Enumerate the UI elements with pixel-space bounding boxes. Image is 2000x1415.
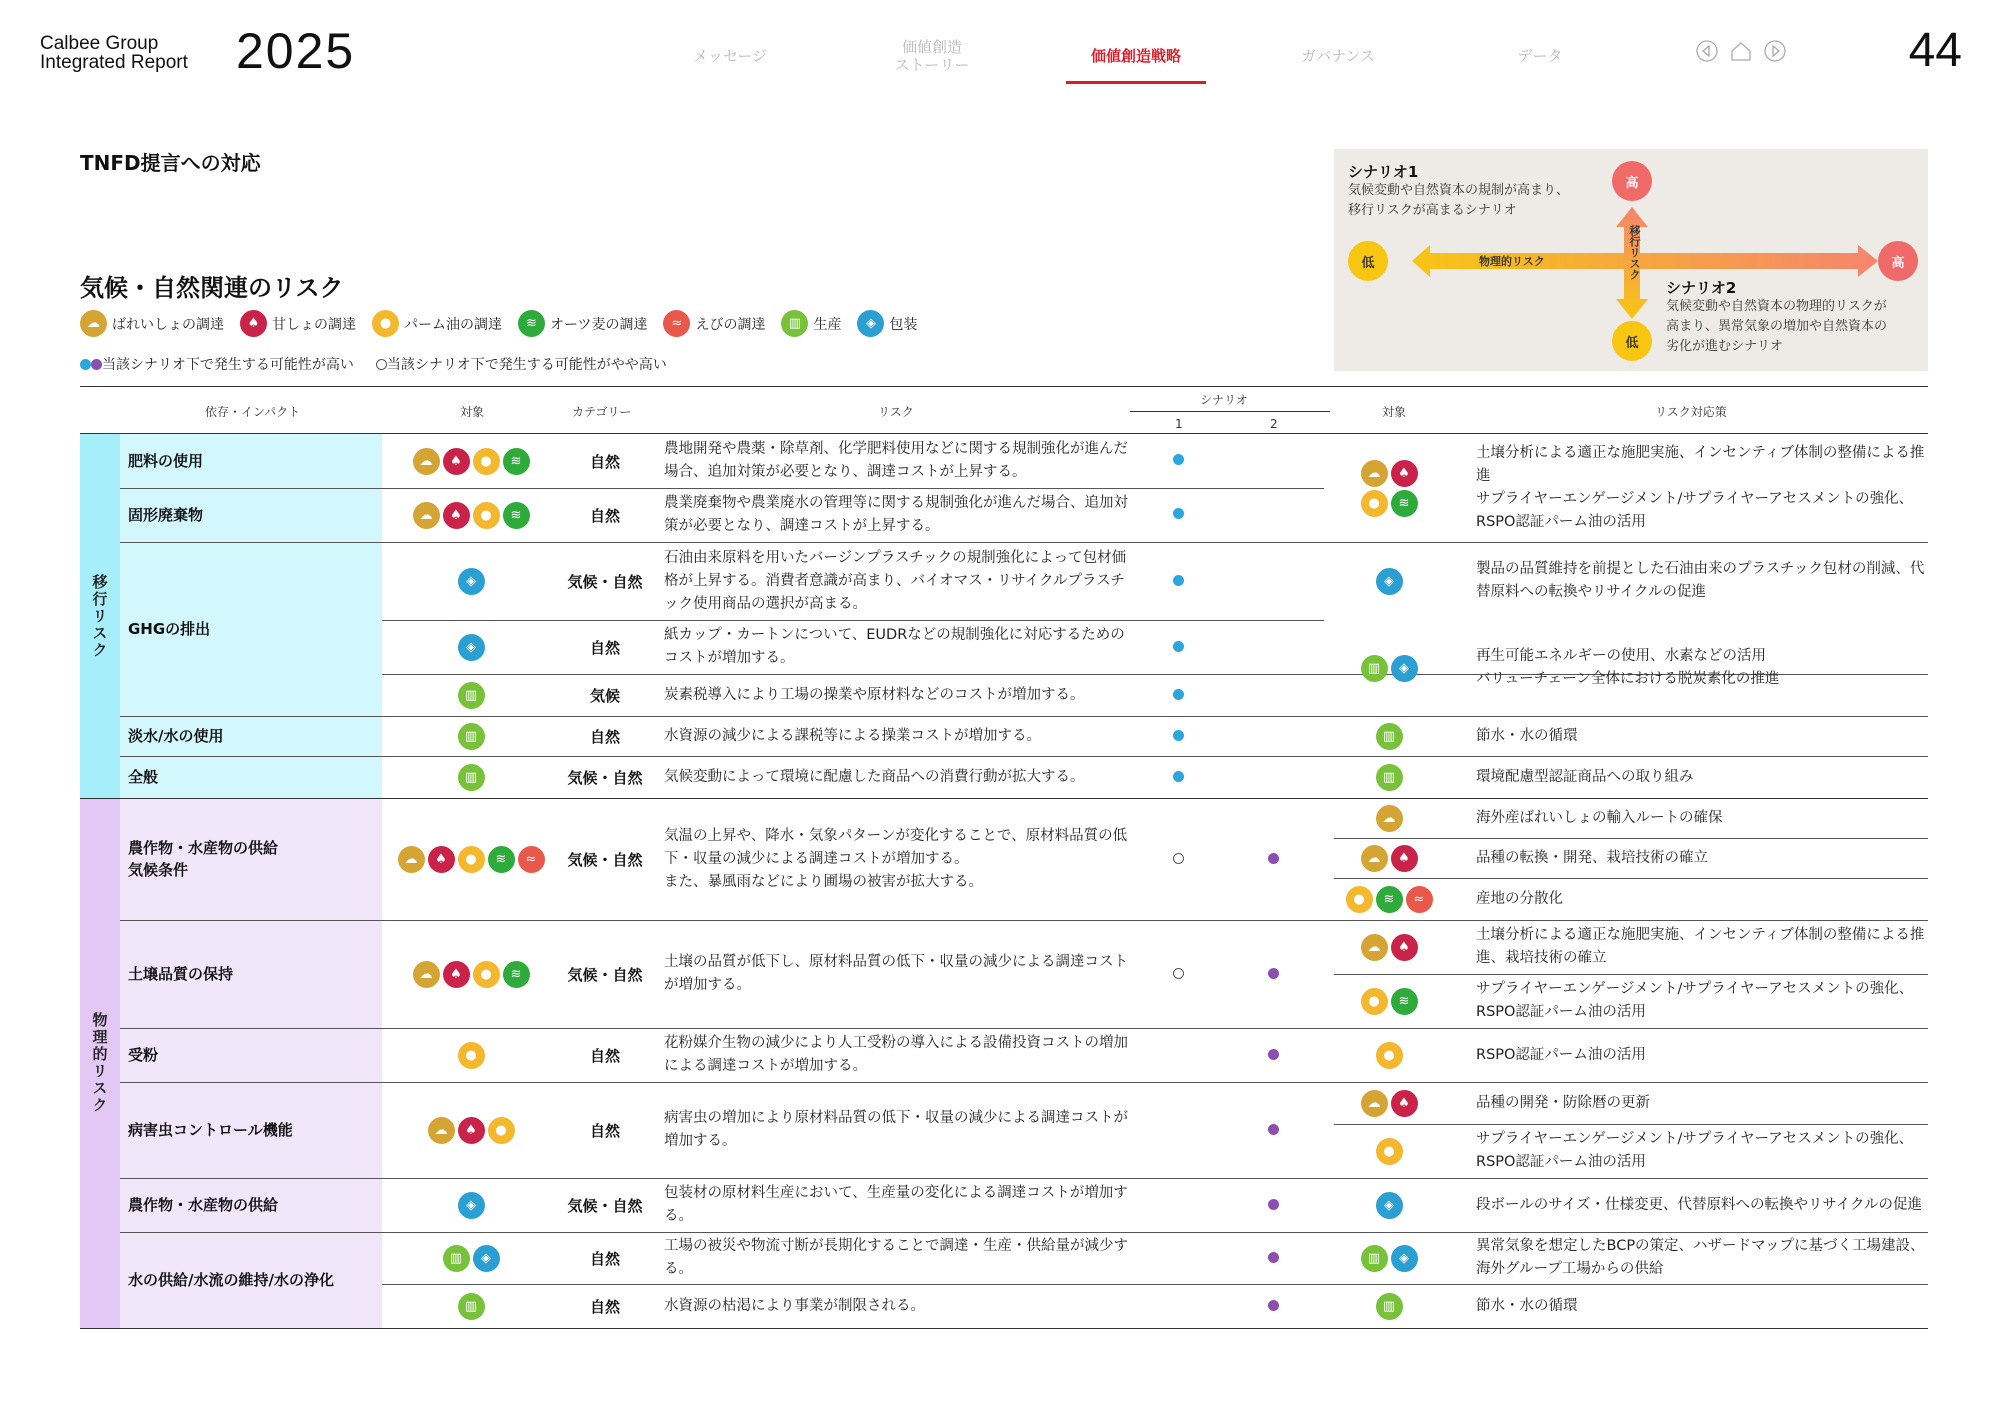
nav-label: ガバナンス xyxy=(1301,47,1375,65)
sweet-potato-icon: ♠ xyxy=(443,448,470,475)
potato-icon: ☁ xyxy=(1376,805,1403,832)
transition-high-circle: 高 xyxy=(1612,161,1652,201)
col-s1: 1 xyxy=(1175,417,1183,431)
legend-item xyxy=(663,310,765,337)
potato-icon: ☁ xyxy=(413,961,440,988)
legend-high-label: 当該シナリオ下で発生する可能性が高い xyxy=(102,357,354,373)
factory-icon: ▥ xyxy=(458,764,485,791)
scenario1-dot-icon xyxy=(80,359,91,370)
scenario1-title: シナリオ1 xyxy=(1348,163,1419,181)
legend-label: パーム油の調達 xyxy=(404,316,502,333)
col-dependency: 依存・インパクト xyxy=(205,405,301,419)
hollow-dot-icon xyxy=(376,359,387,370)
legend-somewhat-label: 当該シナリオ下で発生する可能性がやや高い xyxy=(386,357,667,373)
package-icon: ◈ xyxy=(1376,1192,1403,1219)
table-bottom xyxy=(80,1328,1928,1329)
response-cell: 節水・水の循環 xyxy=(1476,1297,1578,1314)
table-header xyxy=(80,386,1928,434)
s1-dot xyxy=(1173,771,1184,782)
palm-oil-icon: ● xyxy=(458,1042,485,1069)
palm-oil-icon: ● xyxy=(1361,490,1388,517)
potato-icon: ☁ xyxy=(80,310,107,337)
s1-dot xyxy=(1173,689,1184,700)
palm-oil-icon: ● xyxy=(1376,1138,1403,1165)
oats-icon: ≋ xyxy=(503,961,530,988)
icon-legend xyxy=(80,310,933,337)
sweet-potato-icon: ♠ xyxy=(443,502,470,529)
target2-cell xyxy=(1334,1284,1444,1328)
target-cell xyxy=(382,1082,560,1178)
legend-item xyxy=(781,310,841,337)
target2-cell xyxy=(1334,1082,1444,1124)
target2-cell xyxy=(1334,756,1444,798)
col-target2: 対象 xyxy=(1382,405,1407,419)
palm-oil-icon: ● xyxy=(473,961,500,988)
target2-cell xyxy=(1334,1124,1444,1178)
risk-cell: 炭素税導入により工場の操業や原材料などのコストが増加する。 xyxy=(664,686,1085,703)
target2-cell xyxy=(1334,920,1444,974)
package-icon: ◈ xyxy=(458,1192,485,1219)
factory-icon: ▥ xyxy=(458,1293,485,1320)
target-cell xyxy=(382,1284,560,1328)
risk-cell: 工場の被災や物流寸断が長期化することで調達・生産・供給量が減少する。 xyxy=(664,1238,1128,1277)
nav-label: データ xyxy=(1517,47,1563,65)
scenario1-desc: 気候変動や自然資本の規制が高まり、 移行リスクが高まるシナリオ xyxy=(1348,183,1570,218)
package-icon: ◈ xyxy=(473,1245,500,1272)
dependency-cell: 肥料の使用 xyxy=(128,452,204,470)
factory-icon: ▥ xyxy=(1376,764,1403,791)
potato-icon: ☁ xyxy=(413,502,440,529)
response-cell: 産地の分散化 xyxy=(1476,890,1563,907)
s1-dot xyxy=(1173,730,1184,741)
dependency-cell: 土壌品質の保持 xyxy=(128,965,234,983)
category-cell: 自然 xyxy=(589,1046,620,1065)
potato-icon: ☁ xyxy=(1361,934,1388,961)
potato-icon: ☁ xyxy=(1361,460,1388,487)
nav-value-story[interactable] xyxy=(862,30,1002,82)
sweet-potato-icon: ♠ xyxy=(443,961,470,988)
physical-risk-band: 物理的リスク xyxy=(90,1012,109,1114)
s2-dot xyxy=(1268,1252,1279,1263)
target2-cell xyxy=(1334,1178,1444,1232)
sweet-potato-icon: ♠ xyxy=(1391,845,1418,872)
target-cell xyxy=(382,542,560,620)
risk-cell: 土壌の品質が低下し、原材料品質の低下・収量の減少による調達コストが増加する。 xyxy=(664,954,1128,993)
target2-cell xyxy=(1334,542,1444,620)
physical-high-circle: 高 xyxy=(1878,241,1918,281)
palm-oil-icon: ● xyxy=(488,1117,515,1144)
home-icon[interactable] xyxy=(1730,40,1752,62)
shrimp-icon: ≈ xyxy=(663,310,690,337)
response-cell: 海外産ばれいしょの輸入ルートの確保 xyxy=(1476,809,1723,826)
target2-cell xyxy=(1334,878,1444,920)
risk-cell: 農業廃棄物や農業廃水の管理等に関する規制強化が進んだ場合、追加対策が必要となり、調達コストが上昇する。 xyxy=(664,495,1128,534)
dependency-cell: 全般 xyxy=(128,768,159,786)
response-cell: 土壌分析による適正な施肥実施、インセンティブ体制の整備による推進 サプライヤーエンゲージメント/サプライヤーアセスメントの強化、RSPO認証パーム油の活用 xyxy=(1476,445,1925,530)
nav-message[interactable] xyxy=(660,30,800,82)
factory-icon: ▥ xyxy=(1361,655,1388,682)
potato-icon: ☁ xyxy=(428,1117,455,1144)
category-cell: 自然 xyxy=(589,452,620,471)
palm-oil-icon: ● xyxy=(1346,886,1373,913)
page-number: 44 xyxy=(1908,24,1962,77)
dependency-cell: 病害虫コントロール機能 xyxy=(128,1121,293,1139)
shrimp-icon: ≈ xyxy=(1406,886,1433,913)
col-response: リスク対応策 xyxy=(1655,405,1727,419)
legend-label: ばれいしょの調達 xyxy=(112,316,224,333)
oats-icon: ≋ xyxy=(1391,490,1418,517)
risk-cell: 紙カップ・カートンについて、EUDRなどの規制強化に対応するためのコストが増加する。 xyxy=(664,627,1125,666)
palm-oil-icon: ● xyxy=(372,310,399,337)
s1-hollow-dot xyxy=(1173,853,1184,864)
legend-label: 包装 xyxy=(889,316,918,333)
target-cell xyxy=(382,434,560,488)
package-icon: ◈ xyxy=(857,310,884,337)
s1-hollow-dot xyxy=(1173,968,1184,979)
legend-item xyxy=(518,310,647,337)
target-cell xyxy=(382,674,560,716)
sweet-potato-icon: ♠ xyxy=(458,1117,485,1144)
s1-dot xyxy=(1173,641,1184,652)
target2-cell xyxy=(1334,716,1444,756)
palm-oil-icon: ● xyxy=(1361,988,1388,1015)
risk-cell: 包装材の原材料生産において、生産量の変化による調達コストが増加する。 xyxy=(664,1185,1128,1224)
response-cell: 製品の品質維持を前提とした石油由来のプラスチック包材の削減、代替原料への転換やリサイクルの促進 xyxy=(1476,561,1925,600)
category-cell: 気候・自然 xyxy=(567,1196,643,1215)
palm-oil-icon: ● xyxy=(473,448,500,475)
response-cell: 再生可能エネルギーの使用、水素などの活用 バリューチェーン全体における脱炭素化の推進 xyxy=(1476,648,1780,687)
dot-legend xyxy=(80,354,667,374)
target-cell xyxy=(382,798,560,920)
scenario2-desc: 気候変動や自然資本の物理的リスクが 高まり、異常気象の増加や自然資本の 劣化が進むシナリオ xyxy=(1666,299,1888,354)
s2-dot xyxy=(1268,853,1279,864)
response-cell: RSPO認証パーム油の活用 xyxy=(1476,1046,1646,1063)
risk-cell: 病害虫の増加により原材料品質の低下・収量の減少による調達コストが増加する。 xyxy=(664,1110,1128,1149)
scenario-box xyxy=(1334,149,1928,371)
factory-icon: ▥ xyxy=(458,682,485,709)
sweet-potato-icon: ♠ xyxy=(240,310,267,337)
target-cell xyxy=(382,1178,560,1232)
sweet-potato-icon: ♠ xyxy=(1391,934,1418,961)
factory-icon: ▥ xyxy=(781,310,808,337)
potato-icon: ☁ xyxy=(413,448,440,475)
brand-line-2: Integrated Report xyxy=(40,52,188,73)
risk-cell: 水資源の減少による課税等による操業コストが増加する。 xyxy=(664,727,1041,744)
package-icon: ◈ xyxy=(1391,1245,1418,1272)
s1-dot xyxy=(1173,454,1184,465)
response-cell: 品種の開発・防除暦の更新 xyxy=(1476,1094,1650,1111)
target-cell xyxy=(382,488,560,542)
legend-label: 甘しょの調達 xyxy=(272,316,356,333)
transition-risk-label: 移行リスク xyxy=(1628,225,1641,280)
target-cell xyxy=(382,620,560,674)
dependency-cell: 水の供給/水流の維持/水の浄化 xyxy=(128,1271,334,1289)
category-cell: 自然 xyxy=(589,1249,620,1268)
target2-cell xyxy=(1334,1028,1444,1082)
nav-data[interactable] xyxy=(1470,30,1610,82)
target-cell xyxy=(382,1232,560,1284)
category-cell: 気候 xyxy=(589,686,620,705)
brand-line-1: Calbee Group xyxy=(40,33,159,54)
physical-risk-label: 物理的リスク xyxy=(1479,255,1545,268)
risk-cell: 気温の上昇や、降水・気象パターンが変化することで、原材料品質の低下・収量の減少による調達コストが増加する。 また、暴風雨などにより圃場の被害が拡大する。 xyxy=(664,827,1128,890)
s1-dot xyxy=(1173,508,1184,519)
s2-dot xyxy=(1268,968,1279,979)
risk-cell: 水資源の枯渇により事業が制限される。 xyxy=(664,1297,925,1314)
dependency-cell: 農作物・水産物の供給 気候条件 xyxy=(128,839,279,879)
prev-page-icon[interactable] xyxy=(1696,40,1718,62)
transition-low-circle: 低 xyxy=(1612,321,1652,361)
factory-icon: ▥ xyxy=(458,723,485,750)
category-cell: 気候・自然 xyxy=(567,572,643,591)
category-cell: 自然 xyxy=(589,1121,620,1140)
palm-oil-icon: ● xyxy=(458,846,485,873)
nav-label: 価値創造戦略 xyxy=(1090,47,1181,65)
factory-icon: ▥ xyxy=(1376,723,1403,750)
potato-icon: ☁ xyxy=(1361,1090,1388,1117)
col-scenario: シナリオ xyxy=(1200,393,1248,407)
potato-icon: ☁ xyxy=(1361,845,1388,872)
legend-item xyxy=(240,310,356,337)
sub-title: 気候・自然関連のリスク xyxy=(80,274,344,302)
factory-icon: ▥ xyxy=(1361,1245,1388,1272)
s1-dot xyxy=(1173,575,1184,586)
dependency-cell: 淡水/水の使用 xyxy=(128,727,224,745)
oats-icon: ≋ xyxy=(518,310,545,337)
response-cell: 環境配慮型認証商品への取り組み xyxy=(1476,768,1694,785)
category-cell: 自然 xyxy=(589,638,620,657)
response-cell: 土壌分析による適正な施肥実施、インセンティブ体制の整備による推進、栽培技術の確立 xyxy=(1476,927,1925,966)
risk-cell: 石油由来原料を用いたバージンプラスチックの規制強化によって包材価格が上昇する。消費者意識が高まり、バイオマス・リサイクルプラスチック使用商品の選択が高まる。 xyxy=(664,549,1127,612)
nav-label: メッセージ xyxy=(692,47,768,65)
target-cell xyxy=(382,920,560,1028)
oats-icon: ≋ xyxy=(1376,886,1403,913)
brand-logo xyxy=(40,34,188,72)
category-cell: 自然 xyxy=(589,1297,620,1316)
col-risk: リスク xyxy=(878,405,914,419)
sweet-potato-icon: ♠ xyxy=(1391,460,1418,487)
report-year: 2025 xyxy=(236,23,356,79)
col-s2: 2 xyxy=(1270,417,1278,431)
factory-icon: ▥ xyxy=(1376,1293,1403,1320)
package-icon: ◈ xyxy=(1391,655,1418,682)
shrimp-icon: ≈ xyxy=(518,846,545,873)
scenario2-dot-icon xyxy=(91,359,102,370)
category-cell: 自然 xyxy=(589,506,620,525)
potato-icon: ☁ xyxy=(398,846,425,873)
response-cell: 節水・水の循環 xyxy=(1476,727,1578,744)
palm-oil-icon: ● xyxy=(1376,1042,1403,1069)
legend-item xyxy=(857,310,917,337)
oats-icon: ≋ xyxy=(503,448,530,475)
dependency-cell: 農作物・水産物の供給 xyxy=(128,1196,279,1214)
dependency-cell: 固形廃棄物 xyxy=(128,506,204,524)
target2-cell xyxy=(1334,1232,1444,1284)
target2-cell xyxy=(1334,434,1444,542)
col-target: 対象 xyxy=(460,405,485,419)
legend-label: オーツ麦の調達 xyxy=(550,316,648,333)
target-cell xyxy=(382,1028,560,1082)
category-cell: 気候・自然 xyxy=(567,850,643,869)
transition-risk-band: 移行リスク xyxy=(90,573,109,659)
category-cell: 気候・自然 xyxy=(567,965,643,984)
nav-governance[interactable] xyxy=(1268,30,1408,82)
nav-value-strategy[interactable] xyxy=(1066,30,1206,82)
oats-icon: ≋ xyxy=(488,846,515,873)
response-cell: サプライヤーエンゲージメント/サプライヤーアセスメントの強化、RSPO認証パーム油の活用 xyxy=(1476,1131,1914,1170)
col-category: カテゴリー xyxy=(572,405,632,419)
s2-dot xyxy=(1268,1124,1279,1135)
sweet-potato-icon: ♠ xyxy=(1391,1090,1418,1117)
s2-dot xyxy=(1268,1300,1279,1311)
sweet-potato-icon: ♠ xyxy=(428,846,455,873)
target2-cell xyxy=(1334,838,1444,878)
package-icon: ◈ xyxy=(1376,568,1403,595)
physical-low-circle: 低 xyxy=(1348,241,1388,281)
target-cell xyxy=(382,756,560,798)
response-cell: 段ボールのサイズ・仕様変更、代替原料への転換やリサイクルの促進 xyxy=(1476,1196,1923,1213)
category-cell: 自然 xyxy=(589,727,620,746)
response-cell: 品種の転換・開発、栽培技術の確立 xyxy=(1476,849,1708,866)
risk-cell: 気候変動によって環境に配慮した商品への消費行動が拡大する。 xyxy=(664,768,1085,785)
dependency-cell: GHGの排出 xyxy=(128,620,211,638)
response-cell: 異常気象を想定したBCPの策定、ハザードマップに基づく工場建設、海外グループ工場からの供給 xyxy=(1476,1238,1925,1277)
next-page-icon[interactable] xyxy=(1764,40,1786,62)
package-icon: ◈ xyxy=(458,634,485,661)
nav-label: 価値創造 ストーリー xyxy=(894,38,970,74)
response-cell: サプライヤーエンゲージメント/サプライヤーアセスメントの強化、RSPO認証パーム油の活用 xyxy=(1476,981,1914,1020)
factory-icon: ▥ xyxy=(443,1245,470,1272)
palm-oil-icon: ● xyxy=(473,502,500,529)
risk-cell: 農地開発や農薬・除草剤、化学肥料使用などに関する規制強化が進んだ場合、追加対策が必要となり、調達コストが上昇する。 xyxy=(664,441,1128,480)
legend-label: えびの調達 xyxy=(695,316,766,333)
target2-cell xyxy=(1334,798,1444,838)
s2-dot xyxy=(1268,1049,1279,1060)
target-cell xyxy=(382,716,560,756)
target2-cell xyxy=(1334,620,1444,716)
package-icon: ◈ xyxy=(458,568,485,595)
scenario2-title: シナリオ2 xyxy=(1666,279,1737,297)
oats-icon: ≋ xyxy=(1391,988,1418,1015)
target2-cell xyxy=(1334,974,1444,1028)
legend-item xyxy=(372,310,502,337)
section-title: TNFD提言への対応 xyxy=(80,151,261,175)
s2-dot xyxy=(1268,1199,1279,1210)
risk-cell: 花粉媒介生物の減少により人工受粉の導入による設備投資コストの増加による調達コストが増加する。 xyxy=(664,1035,1128,1074)
legend-label: 生産 xyxy=(813,316,842,333)
oats-icon: ≋ xyxy=(503,502,530,529)
category-cell: 気候・自然 xyxy=(567,768,643,787)
legend-item xyxy=(80,310,224,337)
dependency-cell: 受粉 xyxy=(128,1046,159,1064)
